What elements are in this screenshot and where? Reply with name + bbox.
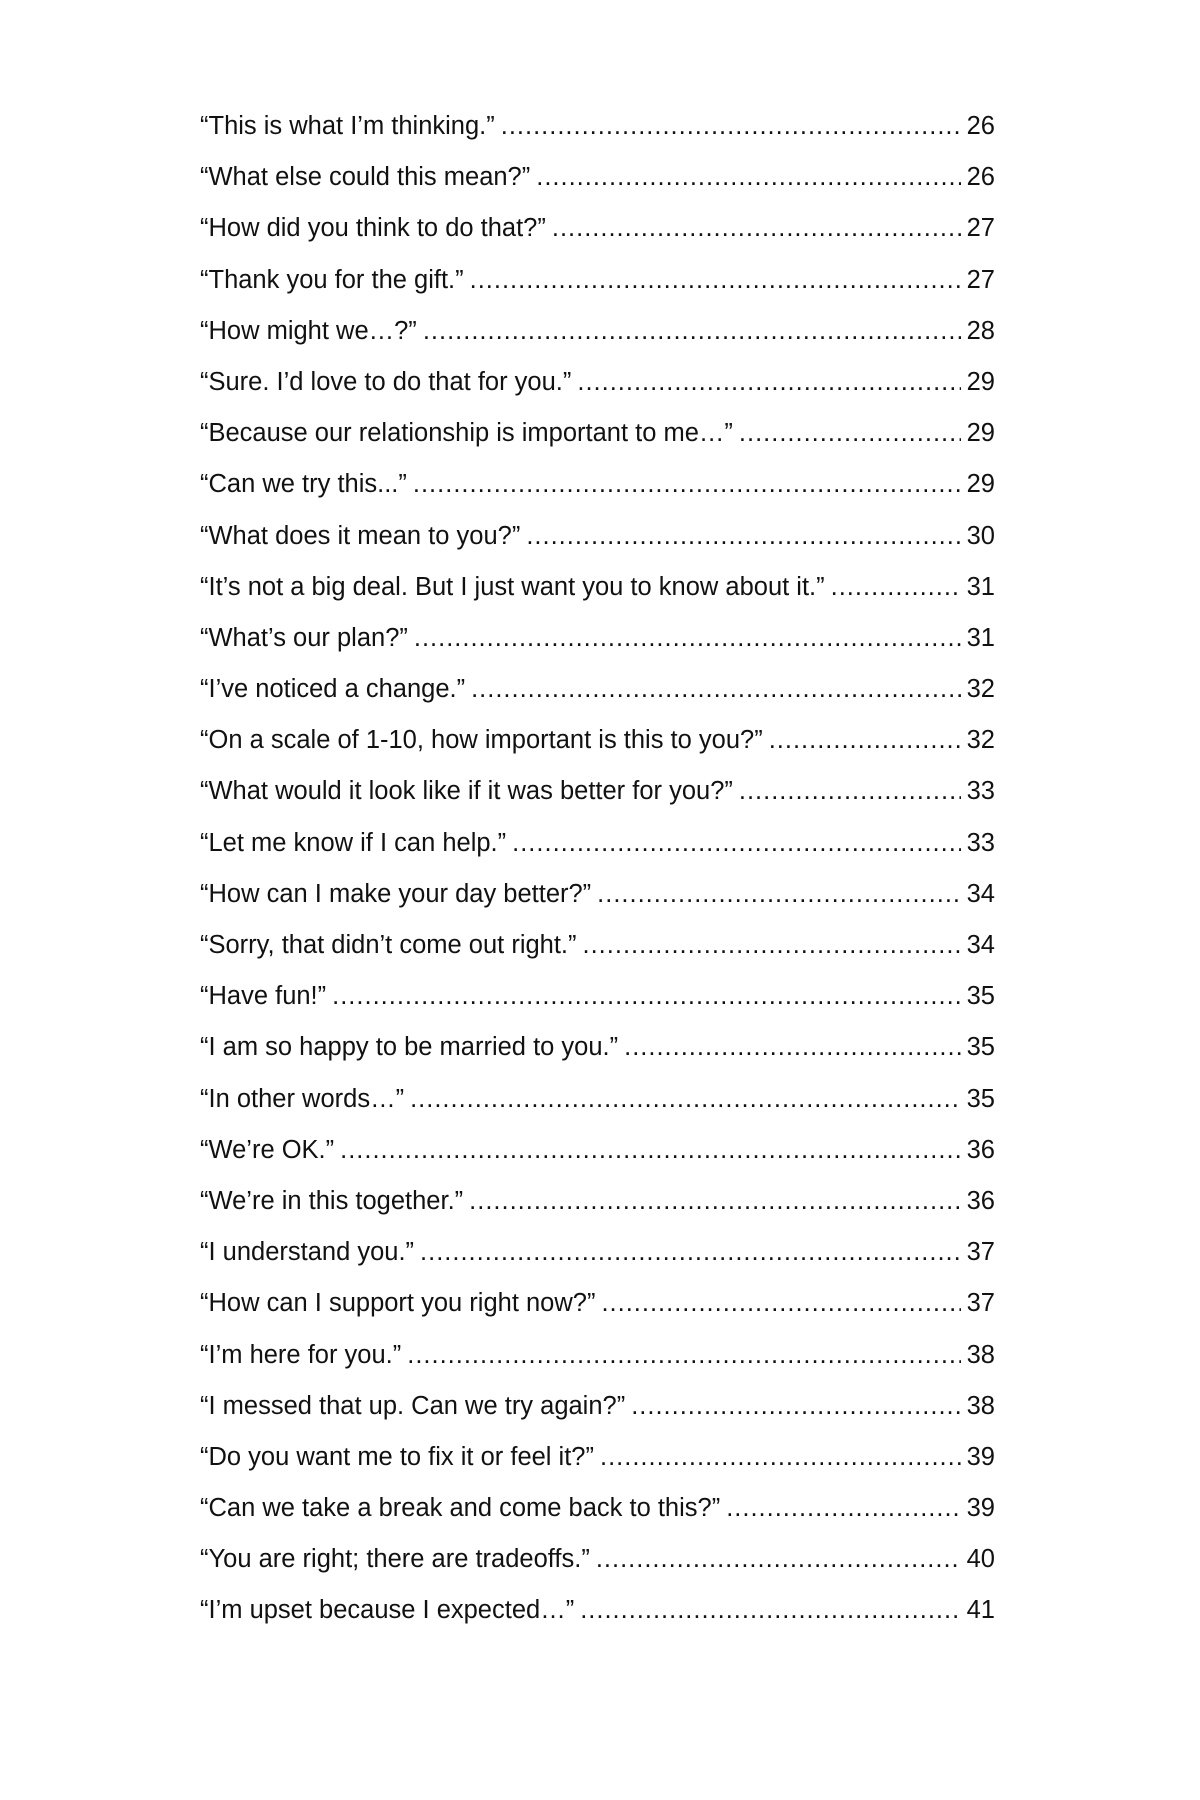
toc-entry-page-number: 35 xyxy=(966,1084,995,1113)
toc-entry xyxy=(200,775,995,826)
toc-entry-page-number: 37 xyxy=(966,1289,995,1318)
toc-entry-page-number: 36 xyxy=(966,1186,995,1215)
toc-entry-page-number: 26 xyxy=(966,163,995,192)
toc-entry xyxy=(200,724,995,775)
toc-entry-title: “It’s not a big deal. But I just want you to know about it.” xyxy=(200,572,825,601)
toc-entry xyxy=(200,110,995,161)
toc-entry xyxy=(200,980,995,1031)
toc-entry-title: “You are right; there are tradeoffs.” xyxy=(200,1545,590,1574)
toc-entry xyxy=(200,520,995,571)
toc-entry xyxy=(200,468,995,519)
toc-entry-title: “What does it mean to you?” xyxy=(200,521,521,550)
toc-entry-title: “How did you think to do that?” xyxy=(200,214,546,243)
toc-entry-page-number: 38 xyxy=(966,1340,995,1369)
toc-entry-title: “Can we try this...” xyxy=(200,470,407,499)
toc-entry-page-number: 39 xyxy=(966,1494,995,1523)
toc-entry-page-number: 32 xyxy=(966,726,995,755)
toc-entry-title: “How can I support you right now?” xyxy=(200,1289,596,1318)
toc-dot-leader xyxy=(624,1031,961,1063)
toc-entry-title: “We’re OK.” xyxy=(200,1135,335,1164)
toc-entry-title: “Because our relationship is important to me…” xyxy=(200,419,733,448)
toc-entry xyxy=(200,1441,995,1492)
toc-entry-page-number: 35 xyxy=(966,1033,995,1062)
toc-entry-title: “Do you want me to fix it or feel it?” xyxy=(200,1442,594,1471)
toc-dot-leader xyxy=(526,520,960,552)
toc-entry-page-number: 41 xyxy=(966,1596,995,1625)
toc-dot-leader xyxy=(596,1543,961,1575)
toc-entry-title: “How can I make your day better?” xyxy=(200,879,592,908)
toc-dot-leader xyxy=(413,468,961,500)
toc-entry-page-number: 27 xyxy=(966,214,995,243)
toc-dot-leader xyxy=(597,878,960,910)
toc-dot-leader xyxy=(420,1236,961,1268)
toc-dot-leader xyxy=(601,1287,960,1319)
toc-entry xyxy=(200,1543,995,1594)
toc-entry-title: “On a scale of 1-10, how important is this to you?” xyxy=(200,726,763,755)
toc-entry xyxy=(200,1339,995,1390)
toc-dot-leader xyxy=(471,673,961,705)
toc-entry xyxy=(200,929,995,980)
toc-dot-leader xyxy=(340,1134,961,1166)
toc-dot-leader xyxy=(580,1594,960,1626)
toc-entry-title: “What would it look like if it was better for you?” xyxy=(200,777,733,806)
toc-entry-page-number: 29 xyxy=(966,367,995,396)
toc-entry xyxy=(200,1031,995,1082)
toc-dot-leader xyxy=(583,929,961,961)
toc-entry xyxy=(200,315,995,366)
toc-entry-title: “Sorry, that didn’t come out right.” xyxy=(200,931,577,959)
table-of-contents xyxy=(200,110,995,1646)
toc-dot-leader xyxy=(470,264,961,296)
toc-dot-leader xyxy=(414,622,961,654)
toc-entry-page-number: 31 xyxy=(966,572,995,601)
toc-dot-leader xyxy=(739,775,961,807)
toc-entry xyxy=(200,827,995,878)
toc-dot-leader xyxy=(631,1390,960,1422)
toc-entry-page-number: 27 xyxy=(966,265,995,294)
toc-dot-leader xyxy=(512,827,960,859)
toc-entry xyxy=(200,417,995,468)
toc-entry-page-number: 30 xyxy=(966,521,995,550)
toc-dot-leader xyxy=(577,366,960,398)
toc-entry-page-number: 34 xyxy=(966,931,995,959)
toc-entry-page-number: 34 xyxy=(966,879,995,908)
toc-entry-page-number: 32 xyxy=(966,675,995,704)
toc-entry-title: “In other words…” xyxy=(200,1084,405,1113)
toc-entry-title: “Sure. I’d love to do that for you.” xyxy=(200,367,572,396)
toc-entry-title: “Have fun!” xyxy=(200,982,327,1011)
toc-entry-page-number: 40 xyxy=(966,1545,995,1574)
toc-entry-page-number: 37 xyxy=(966,1238,995,1267)
toc-entry xyxy=(200,366,995,417)
toc-entry xyxy=(200,571,995,622)
toc-entry-page-number: 28 xyxy=(966,316,995,345)
toc-entry-page-number: 33 xyxy=(966,777,995,806)
toc-entry-title: “I understand you.” xyxy=(200,1238,415,1267)
toc-entry-page-number: 39 xyxy=(966,1442,995,1471)
toc-entry xyxy=(200,1287,995,1338)
toc-dot-leader xyxy=(831,571,961,603)
toc-dot-leader xyxy=(423,315,961,347)
toc-entry-title: “Let me know if I can help.” xyxy=(200,828,507,857)
toc-entry-title: “I am so happy to be married to you.” xyxy=(200,1033,619,1062)
toc-entry-title: “What’s our plan?” xyxy=(200,623,408,652)
toc-entry-title: “We’re in this together.” xyxy=(200,1186,464,1215)
toc-entry xyxy=(200,1083,995,1134)
toc-entry-title: “Thank you for the gift.” xyxy=(200,265,464,294)
toc-dot-leader xyxy=(600,1441,961,1473)
toc-entry-page-number: 35 xyxy=(966,982,995,1011)
toc-dot-leader xyxy=(769,724,961,756)
toc-entry xyxy=(200,264,995,315)
toc-entry xyxy=(200,1185,995,1236)
toc-entry xyxy=(200,1492,995,1543)
toc-dot-leader xyxy=(501,110,961,142)
toc-entry xyxy=(200,1236,995,1287)
toc-entry-title: “How might we…?” xyxy=(200,316,417,345)
toc-entry xyxy=(200,878,995,929)
toc-entry-title: “I’m upset because I expected…” xyxy=(200,1596,575,1625)
toc-entry-page-number: 26 xyxy=(966,112,995,140)
toc-entry xyxy=(200,622,995,673)
toc-entry xyxy=(200,1594,995,1645)
toc-entry-page-number: 38 xyxy=(966,1391,995,1420)
toc-entry-title: “Can we take a break and come back to this?” xyxy=(200,1494,721,1523)
toc-entry xyxy=(200,1390,995,1441)
toc-entry-title: “I messed that up. Can we try again?” xyxy=(200,1391,626,1420)
toc-entry xyxy=(200,161,995,212)
toc-entry xyxy=(200,212,995,263)
toc-dot-leader xyxy=(410,1083,961,1115)
toc-entry-title: “I’ve noticed a change.” xyxy=(200,675,466,704)
toc-dot-leader xyxy=(536,161,960,193)
toc-entry-title: “This is what I’m thinking.” xyxy=(200,112,495,140)
toc-entry-page-number: 29 xyxy=(966,419,995,448)
toc-entry-title: “What else could this mean?” xyxy=(200,163,531,192)
toc-entry-page-number: 33 xyxy=(966,828,995,857)
toc-entry-title: “I’m here for you.” xyxy=(200,1340,402,1369)
toc-dot-leader xyxy=(469,1185,960,1217)
toc-dot-leader xyxy=(726,1492,960,1524)
toc-entry-page-number: 31 xyxy=(966,623,995,652)
toc-entry xyxy=(200,673,995,724)
toc-entry-page-number: 29 xyxy=(966,470,995,499)
toc-dot-leader xyxy=(739,417,961,449)
toc-dot-leader xyxy=(407,1339,960,1371)
toc-entry-page-number: 36 xyxy=(966,1135,995,1164)
toc-dot-leader xyxy=(332,980,960,1012)
toc-dot-leader xyxy=(552,212,961,244)
toc-entry xyxy=(200,1134,995,1185)
